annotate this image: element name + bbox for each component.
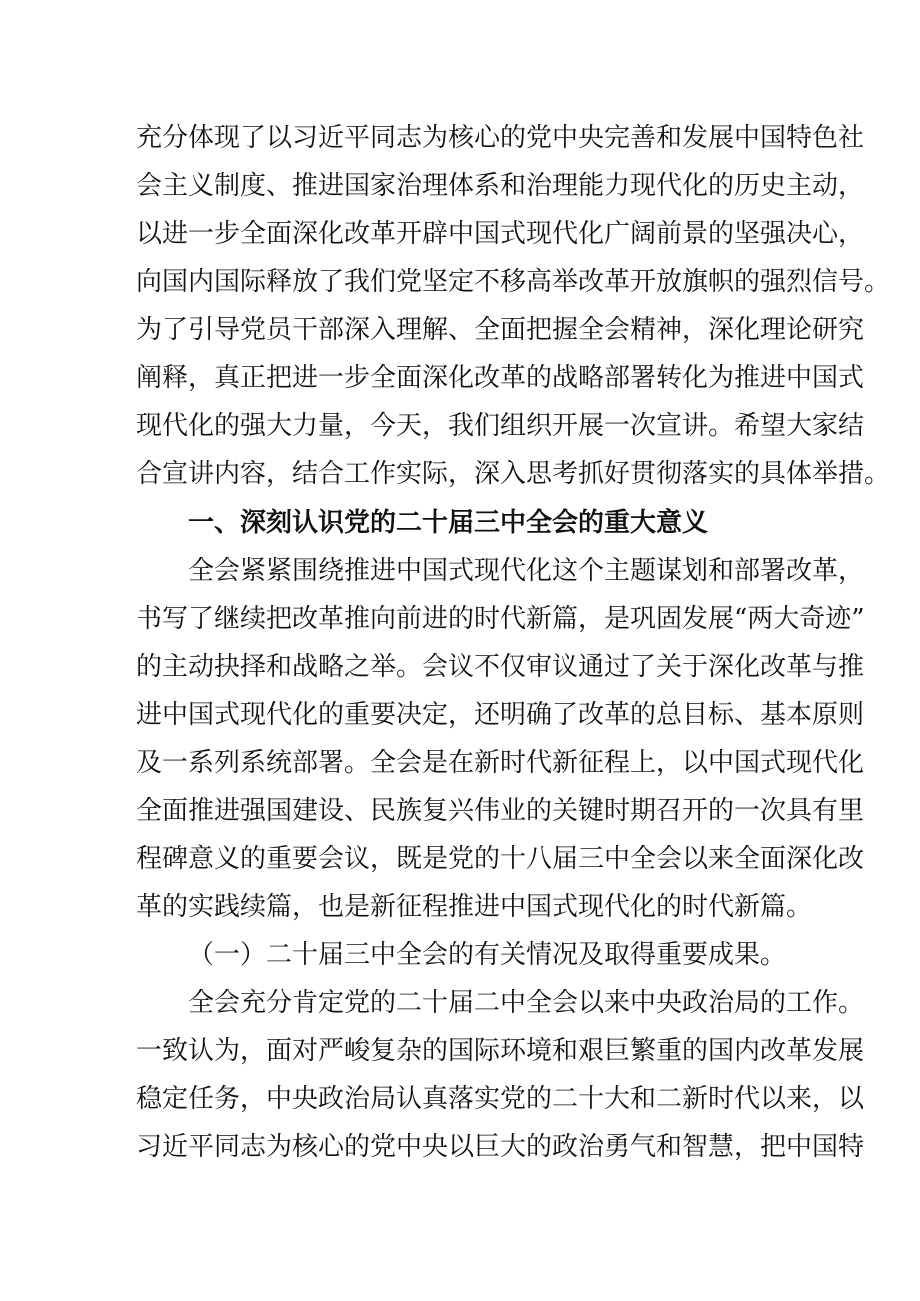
paragraph-line: 全面推进强国建设、民族复兴伟业的关键时期召开的一次具有里 (136, 796, 865, 826)
paragraph-line: 会主义制度、推进国家治理体系和治理能力现代化的历史主动， (136, 171, 865, 201)
paragraph-line: 充分体现了以习近平同志为核心的党中央完善和发展中国特色社 (136, 123, 865, 153)
paragraph-line: 革的实践续篇，也是新征程推进中国式现代化的时代新篇。 (136, 892, 813, 922)
paragraph-line: 合宣讲内容，结合工作实际，深入思考抓好贯彻落实的具体举措。 (136, 459, 891, 489)
paragraph-line: 程碑意义的重要会议，既是党的十八届三中全会以来全面深化改 (136, 844, 865, 874)
paragraph-line: 为了引导党员干部深入理解、全面把握全会精神，深化理论研究 (136, 315, 865, 345)
paragraph-line: 书写了继续把改革推向前进的时代新篇，是巩固发展“两大奇迹” (136, 604, 865, 634)
paragraph-line: 进中国式现代化的重要决定，还明确了改革的总目标、基本原则 (136, 700, 865, 730)
paragraph-line: 及一系列系统部署。全会是在新时代新征程上，以中国式现代化 (136, 748, 865, 778)
paragraph-line: 习近平同志为核心的党中央以巨大的政治勇气和智慧，把中国特 (136, 1132, 865, 1162)
paragraph-line: 向国内国际释放了我们党坚定不移高举改革开放旗帜的强烈信号。 (136, 267, 891, 297)
paragraph-line: 全会充分肯定党的二十届二中全会以来中央政治局的工作。 (188, 988, 865, 1018)
subsection-heading: （一）二十届三中全会的有关情况及取得重要成果。 (188, 940, 787, 970)
paragraph-line: 阐释，真正把进一步全面深化改革的战略部署转化为推进中国式 (136, 363, 865, 393)
paragraph-line: 一致认为，面对严峻复杂的国际环境和艰巨繁重的国内改革发展 (136, 1036, 865, 1066)
paragraph-line: 稳定任务，中央政治局认真落实党的二十大和二新时代以来，以 (136, 1084, 865, 1114)
paragraph-line: 的主动抉择和战略之举。会议不仅审议通过了关于深化改革与推 (136, 652, 865, 682)
paragraph-line: 全会紧紧围绕推进中国式现代化这个主题谋划和部署改革， (188, 556, 865, 586)
paragraph-line: 以进一步全面深化改革开辟中国式现代化广阔前景的坚强决心， (136, 219, 865, 249)
section-heading: 一、深刻认识党的二十届三中全会的重大意义 (188, 508, 709, 538)
paragraph-line: 现代化的强大力量，今天，我们组织开展一次宣讲。希望大家结 (136, 411, 865, 441)
